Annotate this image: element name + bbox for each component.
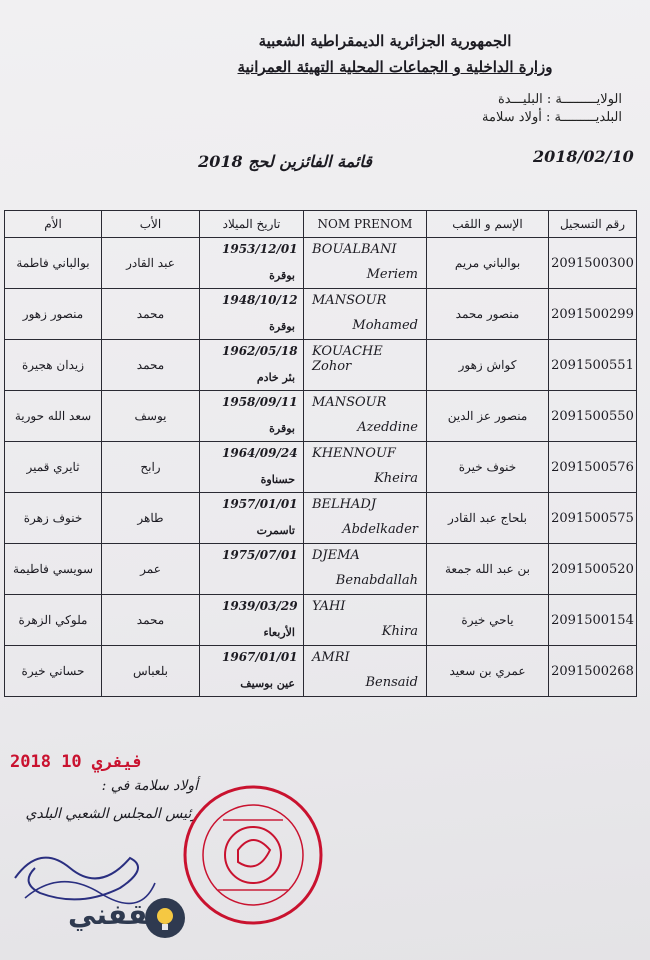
birth-cell bbox=[200, 595, 304, 646]
first-name: Meriem bbox=[366, 267, 418, 282]
father-cell: عبد القادر bbox=[102, 238, 200, 289]
birth-cell bbox=[200, 340, 304, 391]
birth-date: 1967/01/01 bbox=[222, 650, 298, 664]
table-row bbox=[5, 646, 637, 697]
col-father: الأب bbox=[102, 211, 200, 238]
reg-no-cell: 2091500550 bbox=[549, 391, 637, 442]
father-cell: عمر bbox=[102, 544, 200, 595]
father-cell: محمد bbox=[102, 289, 200, 340]
mother-cell: خنوف زهرة bbox=[5, 493, 102, 544]
reg-no-cell: 2091500299 bbox=[549, 289, 637, 340]
first-name: Kheira bbox=[374, 471, 418, 486]
table-row bbox=[5, 442, 637, 493]
watermark-text: ثقفني bbox=[68, 898, 159, 931]
mother-cell: منصور زهور bbox=[5, 289, 102, 340]
col-mother: الأم bbox=[5, 211, 102, 238]
mother-cell: زيدان هجيرة bbox=[5, 340, 102, 391]
birth-cell bbox=[200, 493, 304, 544]
stamp-date: 2018 فيفري 10 bbox=[10, 752, 144, 772]
table-row bbox=[5, 493, 637, 544]
col-birth: تاريخ الميلاد bbox=[200, 211, 304, 238]
name-ar-cell: بن عبد الله جمعة bbox=[427, 544, 549, 595]
birth-cell bbox=[200, 442, 304, 493]
name-ar-cell: كواش زهور bbox=[427, 340, 549, 391]
name-fr-cell bbox=[304, 289, 427, 340]
father-cell: محمد bbox=[102, 595, 200, 646]
birth-date: 1975/07/01 bbox=[222, 548, 298, 562]
first-name: Khira bbox=[381, 624, 418, 639]
table-header-row bbox=[5, 211, 637, 238]
name-ar-cell: عمري بن سعيد bbox=[427, 646, 549, 697]
last-name: MANSOUR bbox=[312, 293, 387, 308]
name-ar-cell: بوالباني مريم bbox=[427, 238, 549, 289]
father-cell: رابح bbox=[102, 442, 200, 493]
name-fr-cell bbox=[304, 646, 427, 697]
mother-cell: ملوكي الزهرة bbox=[5, 595, 102, 646]
birth-cell bbox=[200, 289, 304, 340]
document-date: 2018/02/10 bbox=[533, 147, 634, 166]
last-name: YAHI bbox=[312, 599, 346, 614]
birth-cell bbox=[200, 646, 304, 697]
mother-cell: بوالباني فاطمة bbox=[5, 238, 102, 289]
birth-date: 1964/09/24 bbox=[222, 446, 298, 460]
name-fr-cell bbox=[304, 340, 427, 391]
name-ar-cell: ياحي خيرة bbox=[427, 595, 549, 646]
birth-date: 1958/09/11 bbox=[222, 395, 298, 409]
first-name: Benabdallah bbox=[335, 573, 418, 588]
birth-date: 1957/01/01 bbox=[222, 497, 298, 511]
name-fr-cell bbox=[304, 391, 427, 442]
last-name: BELHADJ bbox=[312, 497, 377, 512]
birth-cell bbox=[200, 544, 304, 595]
state-line: الولايـــــــــة : البليـــدة bbox=[498, 92, 622, 107]
reg-no-cell: 2091500576 bbox=[549, 442, 637, 493]
name-ar-cell: منصور عز الدين bbox=[427, 391, 549, 442]
commune-line: البلديـــــــــة : أولاد سلامة bbox=[482, 110, 622, 125]
republic-header: الجمهورية الجزائرية الديمقراطية الشعبية bbox=[258, 32, 512, 50]
father-cell: بلعباس bbox=[102, 646, 200, 697]
ministry-header: وزارة الداخلية و الجماعات المحلية التهيئة العمرانية bbox=[237, 58, 553, 76]
birth-place: بئر خادم bbox=[256, 371, 295, 384]
table-row bbox=[5, 289, 637, 340]
col-reg-no: رقم التسجيل bbox=[549, 211, 637, 238]
first-name: Azeddine bbox=[357, 420, 418, 435]
name-ar-cell: منصور محمد bbox=[427, 289, 549, 340]
table-row bbox=[5, 238, 637, 289]
col-name-fr: NOM PRENOM bbox=[304, 211, 427, 238]
first-name: Mohamed bbox=[352, 318, 418, 333]
birth-date: 1962/05/18 bbox=[222, 344, 298, 358]
mother-cell: حساني خيرة bbox=[5, 646, 102, 697]
last-name: BOUALBANI bbox=[312, 242, 397, 257]
mother-cell: سعد الله حورية bbox=[5, 391, 102, 442]
birth-cell bbox=[200, 391, 304, 442]
birth-place: بوقرة bbox=[269, 320, 295, 333]
first-name: Abdelkader bbox=[342, 522, 418, 537]
mother-cell: سويسي فاطيمة bbox=[5, 544, 102, 595]
birth-place: حسناوة bbox=[260, 473, 295, 486]
reg-no-cell: 2091500154 bbox=[549, 595, 637, 646]
reg-no-cell: 2091500551 bbox=[549, 340, 637, 391]
reg-no-cell: 2091500520 bbox=[549, 544, 637, 595]
father-cell: محمد bbox=[102, 340, 200, 391]
birth-date: 1953/12/01 bbox=[222, 242, 298, 256]
reg-no-cell: 2091500575 bbox=[549, 493, 637, 544]
birth-date: 1939/03/29 bbox=[222, 599, 298, 613]
watermark-bulb-icon bbox=[140, 890, 280, 950]
birth-place: عين بوسيف bbox=[240, 677, 295, 690]
last-name: KHENNOUF bbox=[312, 446, 396, 461]
name-fr-cell bbox=[304, 442, 427, 493]
birth-date: 1948/10/12 bbox=[222, 293, 298, 307]
father-cell: طاهر bbox=[102, 493, 200, 544]
name-fr-cell bbox=[304, 595, 427, 646]
signature-role: رئيس المجلس الشعبي البلدي bbox=[25, 806, 198, 822]
table-row bbox=[5, 544, 637, 595]
last-name: KOUACHE Zohor bbox=[312, 344, 383, 374]
birth-place: بوقرة bbox=[269, 269, 295, 282]
reg-no-cell: 2091500300 bbox=[549, 238, 637, 289]
list-title: قائمة الفائزين لحج 2018 bbox=[198, 152, 372, 171]
last-name: DJEMA bbox=[312, 548, 360, 563]
birth-cell bbox=[200, 238, 304, 289]
winners-table bbox=[4, 210, 637, 697]
table-row bbox=[5, 340, 637, 391]
last-name: MANSOUR bbox=[312, 395, 387, 410]
name-ar-cell: خنوف خيرة bbox=[427, 442, 549, 493]
father-cell: يوسف bbox=[102, 391, 200, 442]
table-row bbox=[5, 595, 637, 646]
signature-place: أولاد سلامة في : bbox=[101, 778, 198, 794]
name-fr-cell bbox=[304, 238, 427, 289]
col-name-ar: الإسم و اللقب bbox=[427, 211, 549, 238]
last-name: AMRI bbox=[312, 650, 350, 665]
mother-cell: ثايري قمير bbox=[5, 442, 102, 493]
table-row bbox=[5, 391, 637, 442]
birth-place: الأربعاء bbox=[263, 626, 295, 639]
first-name: Bensaid bbox=[365, 675, 418, 690]
birth-place: بوقرة bbox=[269, 422, 295, 435]
name-ar-cell: بلحاج عبد القادر bbox=[427, 493, 549, 544]
name-fr-cell bbox=[304, 493, 427, 544]
birth-place: تاسمرت bbox=[256, 524, 295, 537]
name-fr-cell bbox=[304, 544, 427, 595]
reg-no-cell: 2091500268 bbox=[549, 646, 637, 697]
